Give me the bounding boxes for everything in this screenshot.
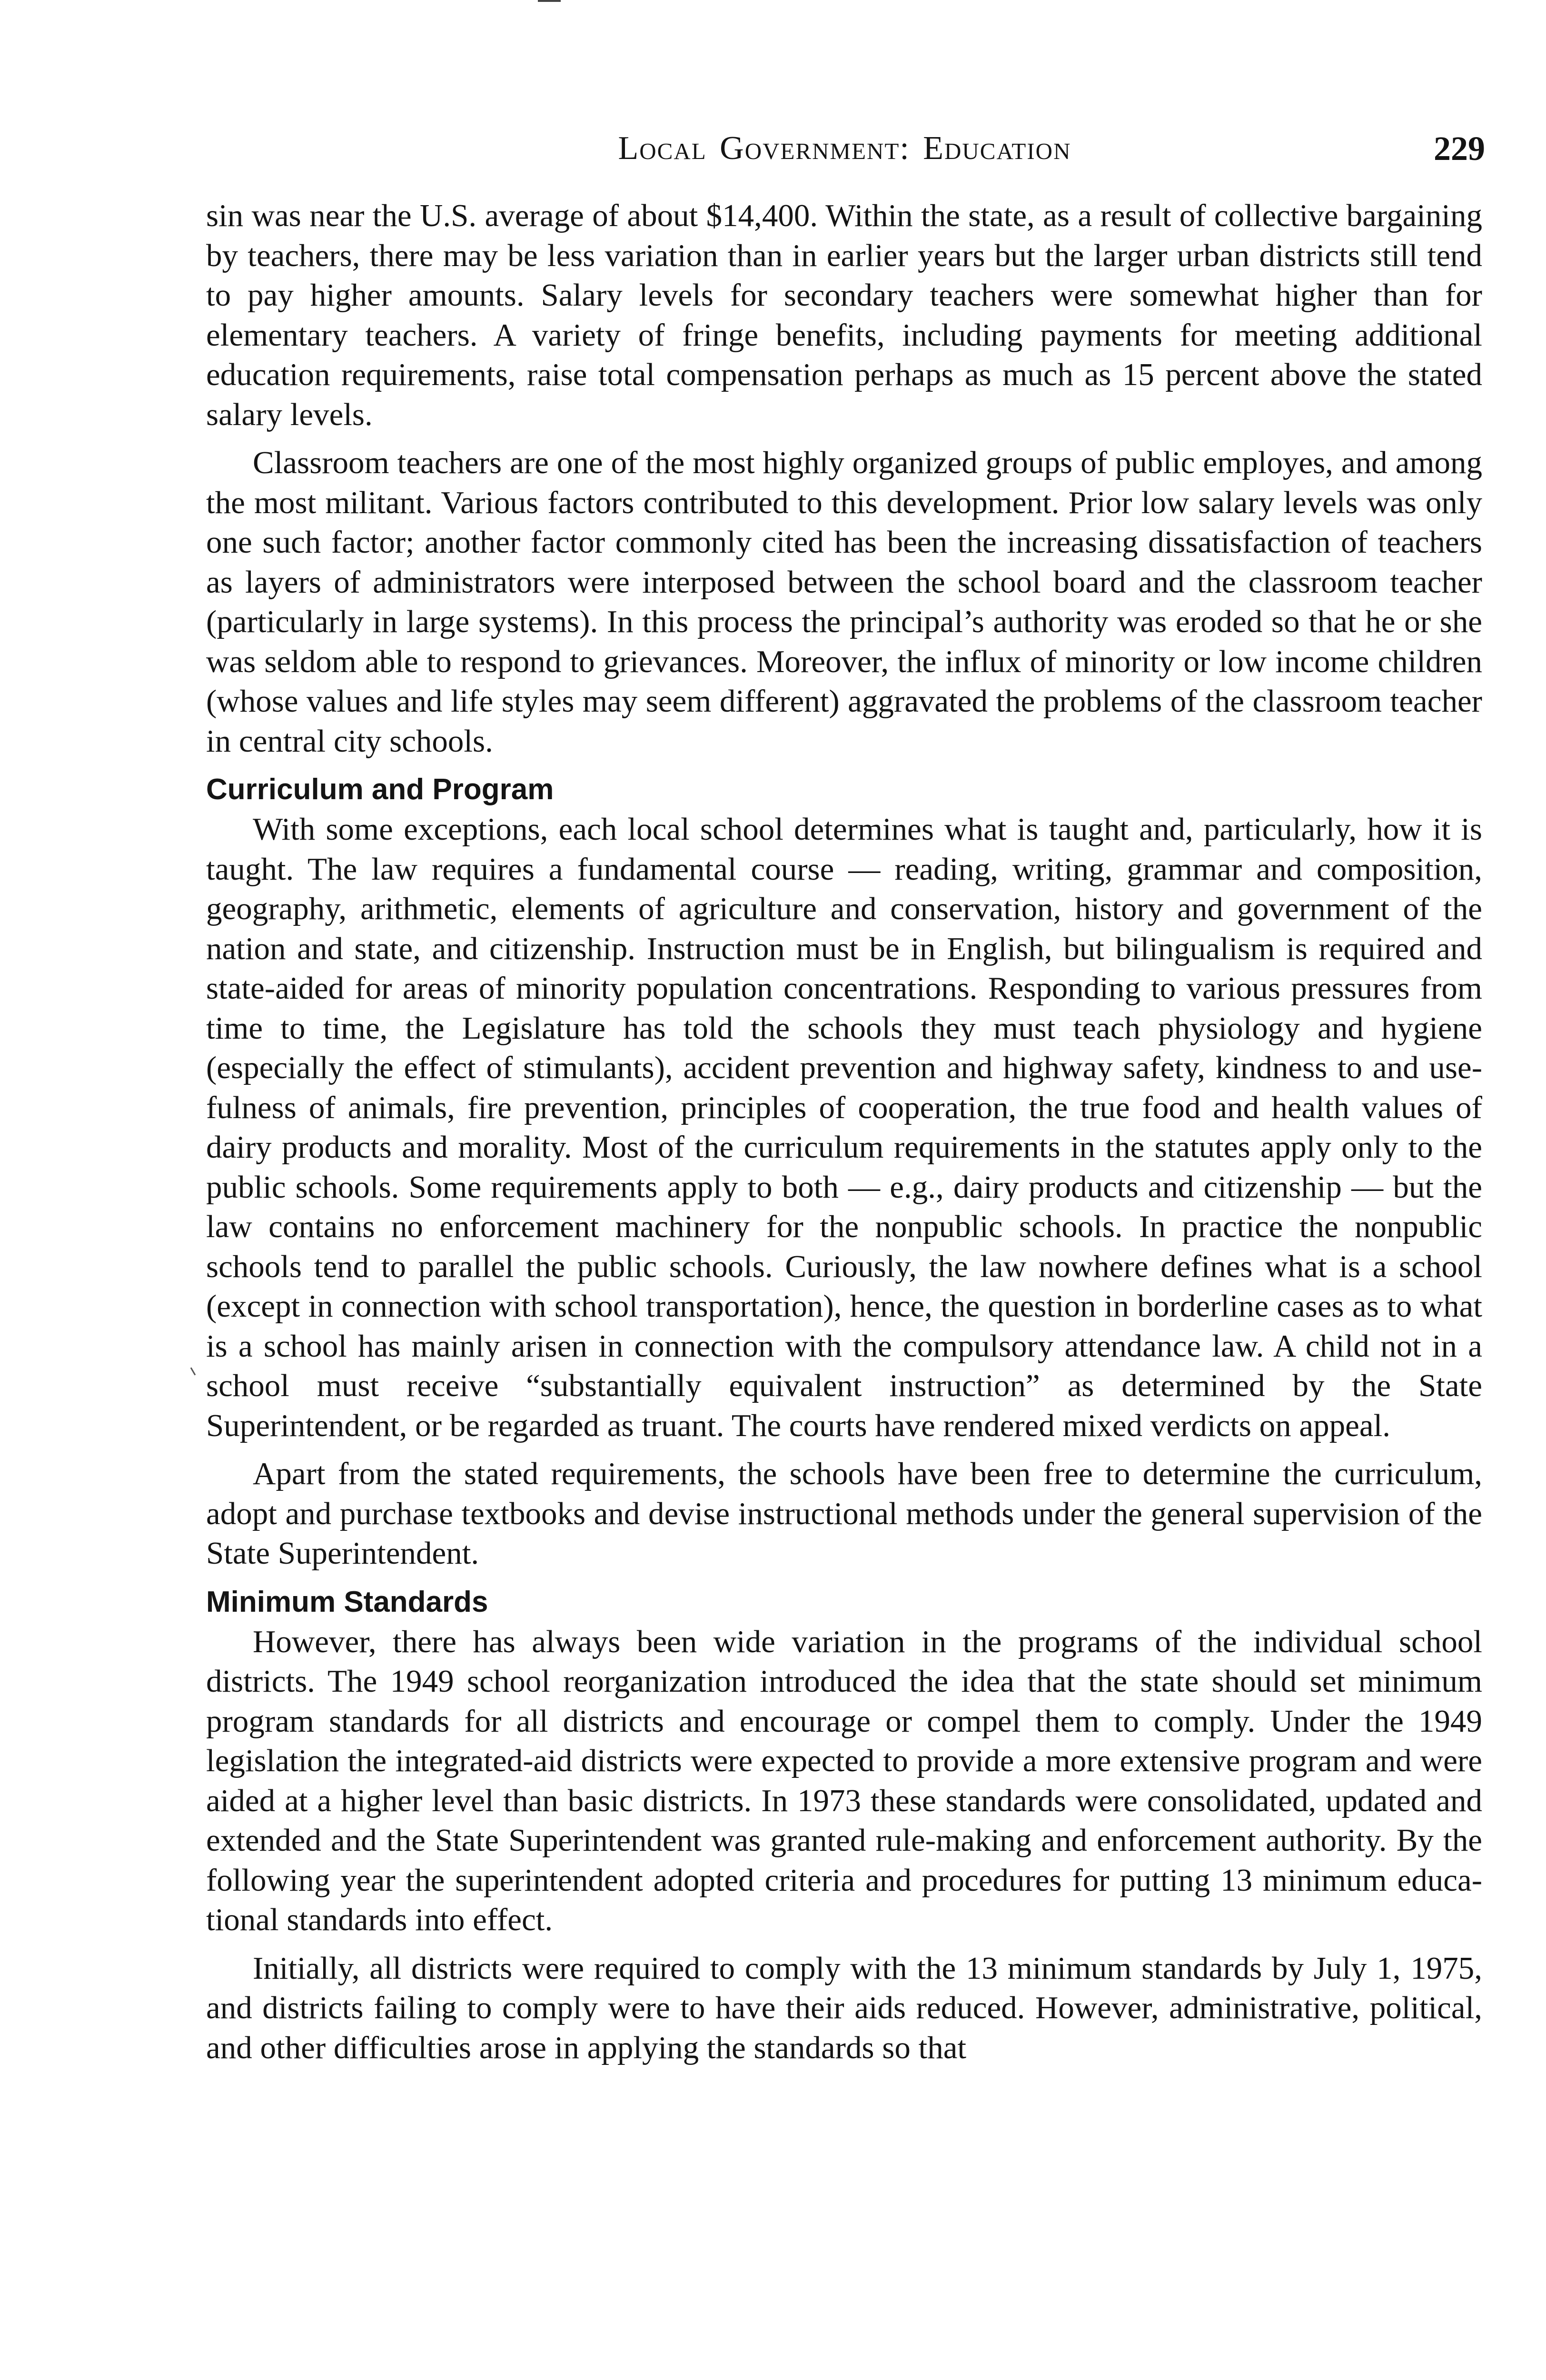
paragraph-minimum-standards: However, there has always been wide variation in the programs of the individual school districts. The 1949 school reorganization introduced the idea that the state should set minimum program standards for all districts and encourage or compel them to comply. Under the 1949 legislation the integrated-aid districts were expected to provide a more extensive program and were aided at a higher level than basic districts. In 1973 these standards were consolidated, updated and extended and the State Superintendent was granted rule-making and enforcement authority. By the following year the superintendent adopted criteria and procedures for putting 13 minimum educational standards into effect. <box>206 1624 1482 1937</box>
paragraph-salary: sin was near the U.S. average of about $14,400. Within the state, as a result of collective bargaining by teachers, there may be less variation than in earlier years but the larger urban districts still tend to pay higher amounts. Salary levels for secondary teachers were somewhat higher than for elementary teachers. A variety of fringe benefits, including payments for meeting additional education requirements, raise total compensation perhaps as much as 15 percent above the stated salary levels. <box>206 198 1482 432</box>
heading-minimum-standards: Minimum Standards <box>206 1585 488 1618</box>
paragraph-stated-requirements: Apart from the stated requirements, the schools have been free to determine the curriculum, adopt and purchase textbooks and devise instructional methods under the general supervision of the State Superintendent. <box>206 1456 1482 1571</box>
page-number: 229 <box>1434 129 1485 168</box>
body-text <box>206 196 1482 2076</box>
paragraph-compliance: Initially, all districts were required to comply with the 13 minimum standards by July 1, 1975, and districts failing to comply were to have their aids reduced. However, administrative, political, and other difficulties arose in applying the standards so that <box>206 1950 1482 2065</box>
heading-curriculum-and-program: Curriculum and Program <box>206 773 554 806</box>
paragraph-teachers-organized: Classroom teachers are one of the most highly organized groups of public employes, and among the most militant. Various factors contributed to this development. Prior low salary levels was only one such factor; another factor commonly cited has been the increasing dissatisfaction of teachers as layers of administrators were interposed between the school board and the classroom teacher (particularly in large systems). In this process the principal’s authority was eroded so that he or she was seldom able to respond to grievances. Moreover, the influx of minority or low income children (whose values and life styles may seem different) aggravated the problems of the classroom teacher in central city schools. <box>206 445 1482 759</box>
running-head: Local Government: Education <box>618 130 1071 167</box>
scan-mark <box>538 0 561 2</box>
margin-mark <box>190 1367 196 1375</box>
paragraph-curriculum: With some exceptions, each local school determines what is taught and, particularly, how it is taught. The law requires a fundamental course — reading, writing, grammar and composition, geography, arithmetic, elements of agriculture and conservation, history and government of the nation and state, and citizenship. Instruction must be in English, but bilingualism is required and state-aided for areas of minority population concentrations. Responding to various pressures from time to time, the Legislature has told the schools they must teach physiology and hygiene (especially the effect of stimulants), accident prevention and highway safety, kindness to and usefulness of animals, fire prevention, principles of cooperation, the true food and health values of dairy products and morality. Most of the curriculum requirements in the statutes apply only to the public schools. Some requirements apply to both — e.g., dairy products and citizenship — but the law contains no enforcement machinery for the nonpublic schools. In practice the nonpublic schools tend to parallel the public schools. Curiously, the law nowhere defines what is a school (except in connection with school transportation), hence, the question in borderline cases as to what is a school has mainly arisen in connection with the compulsory attendance law. A child not in a school must receive “substantially equivalent instruction” as determined by the State Superintendent, or be regarded as truant. The courts have rendered mixed verdicts on appeal. <box>206 812 1482 1443</box>
page-header <box>206 125 1483 172</box>
